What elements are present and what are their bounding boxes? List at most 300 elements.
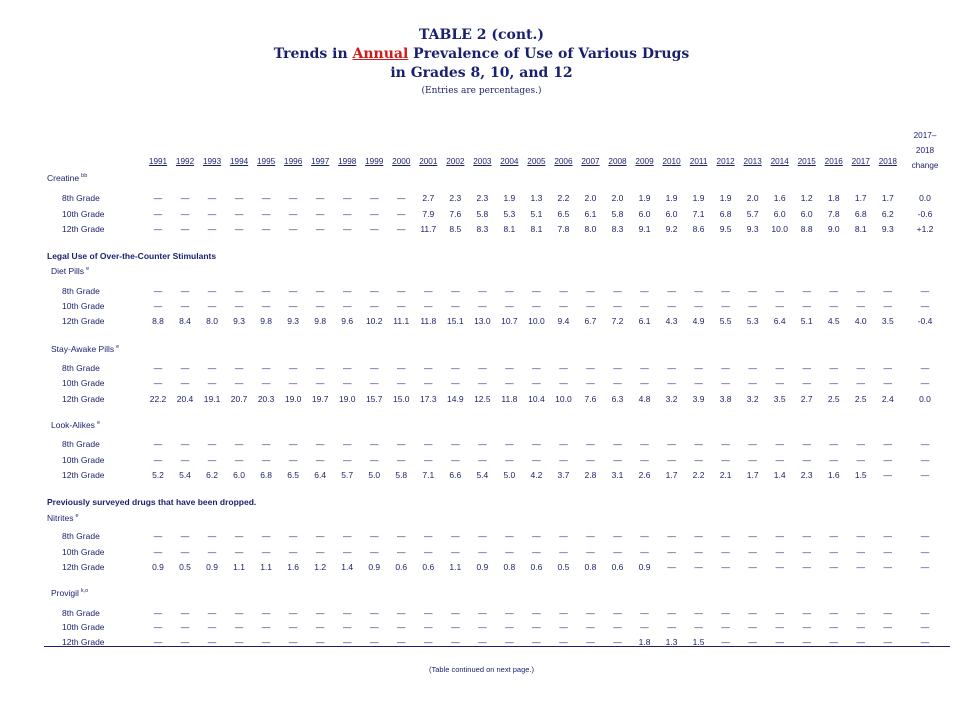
table-cell: — — [721, 301, 730, 311]
table-cell: 3.5 — [773, 394, 786, 404]
table-cell: 8.0 — [206, 316, 218, 326]
table-cell: — — [856, 301, 866, 311]
table-cell: — — [153, 608, 163, 618]
table-cell: 1.7 — [665, 470, 678, 480]
table-cell: 2.3 — [449, 193, 462, 203]
table-cell: — — [397, 547, 406, 557]
table-cell: — — [883, 547, 893, 557]
table-cell: — — [559, 439, 568, 449]
year-header: 2004 — [500, 157, 519, 166]
table-cell: — — [505, 608, 514, 618]
table-cell: — — [451, 608, 460, 618]
table-cell: 0.8 — [584, 562, 597, 572]
table-cell: 1.1 — [260, 562, 273, 572]
table-cell: — — [694, 531, 703, 541]
table-cell: — — [802, 637, 811, 647]
table-cell: — — [856, 637, 866, 647]
table-cell: 6.5 — [557, 209, 570, 219]
table-cell: — — [775, 531, 784, 541]
table-cell: — — [369, 439, 379, 449]
table-cell: — — [424, 608, 433, 618]
table-cell: — — [478, 608, 487, 618]
table-cell: — — [315, 301, 325, 311]
table-cell: — — [424, 363, 433, 373]
table-cell: 4.9 — [692, 316, 705, 326]
table-cell: — — [829, 378, 838, 388]
table-cell: — — [369, 286, 379, 296]
table-cell: 12.5 — [474, 394, 491, 404]
drug-name — [51, 266, 89, 276]
change-cell: 0.0 — [919, 394, 931, 404]
table-cell: — — [775, 455, 784, 465]
table-cell: — — [397, 363, 406, 373]
table-cell: 0.8 — [503, 562, 516, 572]
table-cell: 1.3 — [665, 637, 678, 647]
table-cell: 6.2 — [206, 470, 218, 480]
table-cell: 6.0 — [665, 209, 678, 219]
table-cell: — — [883, 378, 893, 388]
year-header: 2013 — [743, 157, 762, 166]
table-cell: — — [802, 562, 811, 572]
table-cell: 15.7 — [365, 394, 383, 404]
table-cell: 0.5 — [557, 562, 570, 572]
table-cell: 7.9 — [422, 209, 435, 219]
table-cell: 6.0 — [233, 470, 245, 480]
table-cell: — — [342, 547, 352, 557]
table-cell: 19.0 — [338, 394, 356, 404]
table-cell: 19.7 — [311, 394, 329, 404]
table-cell: 9.2 — [665, 224, 678, 234]
table-cell: — — [478, 378, 487, 388]
table-cell: — — [261, 301, 271, 311]
table-cell: — — [207, 224, 217, 234]
year-header: 2010 — [662, 157, 681, 166]
table-cell: — — [207, 608, 217, 618]
table-cell: 1.7 — [881, 193, 894, 203]
grade-label: 8th Grade — [62, 608, 100, 618]
table-cell: 9.3 — [233, 316, 245, 326]
table-cell: — — [640, 455, 649, 465]
table-cell: 3.7 — [557, 470, 570, 480]
table-cell: — — [802, 608, 811, 618]
grade-label: 12th Grade — [62, 562, 105, 572]
table-cell: — — [397, 301, 406, 311]
table-cell: — — [451, 622, 460, 632]
change-cell: — — [920, 378, 930, 388]
table-bottom-rule — [44, 646, 950, 647]
table-cell: — — [883, 562, 893, 572]
table-cell: — — [640, 301, 649, 311]
table-cell: — — [829, 622, 838, 632]
change-header: change — [911, 161, 939, 170]
table-cell: — — [397, 286, 406, 296]
table-cell: — — [315, 286, 325, 296]
change-cell: — — [920, 531, 930, 541]
table-cell: — — [288, 286, 298, 296]
change-cell: — — [920, 608, 930, 618]
table-cell: 1.2 — [314, 562, 327, 572]
table-cell: 11.7 — [420, 224, 437, 234]
table-cell: 9.8 — [314, 316, 327, 326]
table-cell: — — [261, 378, 271, 388]
table-cell: — — [342, 286, 352, 296]
section-heading: Legal Use of Over-the-Counter Stimulants — [47, 251, 217, 261]
table-cell: — — [586, 455, 595, 465]
table-cell: — — [748, 637, 757, 647]
table-cell: — — [640, 378, 649, 388]
table-cell: 10.7 — [501, 316, 518, 326]
change-cell: — — [920, 286, 930, 296]
table-cell: — — [748, 547, 757, 557]
table-cell: 2.2 — [557, 193, 570, 203]
table-cell: — — [397, 193, 406, 203]
grade-label: 10th Grade — [62, 209, 105, 219]
table-cell: 6.0 — [800, 209, 813, 219]
table-cell: 6.6 — [449, 470, 462, 480]
table-cell: — — [315, 193, 325, 203]
table-cell: — — [261, 455, 271, 465]
table-cell: 2.4 — [881, 394, 894, 404]
table-cell: — — [775, 378, 784, 388]
table-cell: 22.2 — [149, 394, 167, 404]
table-cell: — — [342, 622, 352, 632]
change-cell: — — [920, 439, 930, 449]
year-header: 1998 — [338, 157, 357, 166]
table-cell: — — [586, 363, 595, 373]
table-cell: — — [748, 301, 757, 311]
table-cell: — — [505, 301, 514, 311]
year-header: 1995 — [257, 157, 276, 166]
table-cell: — — [775, 547, 784, 557]
table-cell: — — [288, 637, 298, 647]
table-cell: — — [559, 608, 568, 618]
table-cell: 5.3 — [746, 316, 759, 326]
table-cell: — — [586, 637, 595, 647]
table-cell: — — [180, 378, 190, 388]
table-cell: 1.9 — [638, 193, 651, 203]
table-cell: 0.9 — [368, 562, 381, 572]
table-cell: 4.8 — [638, 394, 651, 404]
table-cell: 2.5 — [854, 394, 867, 404]
table-cell: 2.8 — [584, 470, 597, 480]
table-cell: — — [559, 622, 568, 632]
table-cell: — — [234, 286, 244, 296]
table-cell: — — [883, 637, 893, 647]
table-cell: — — [342, 193, 352, 203]
table-cell: 6.4 — [314, 470, 327, 480]
table-cell: — — [559, 378, 568, 388]
change-cell: — — [920, 363, 930, 373]
table-cell: 9.1 — [638, 224, 651, 234]
table-cell: — — [613, 608, 622, 618]
table-cell: — — [883, 470, 893, 480]
table-cell: 11.1 — [393, 316, 410, 326]
year-header: 2008 — [608, 157, 627, 166]
table-cell: — — [667, 608, 676, 618]
table-cell: — — [288, 531, 298, 541]
change-header: 2018 — [915, 146, 935, 155]
table-cell: 6.5 — [287, 470, 300, 480]
table-cell: 3.1 — [611, 470, 624, 480]
table-cell: 19.1 — [203, 394, 221, 404]
year-header: 2006 — [554, 157, 573, 166]
table-cell: — — [505, 363, 514, 373]
table-cell: 5.8 — [395, 470, 408, 480]
table-cell: 0.6 — [422, 562, 435, 572]
table-cell: — — [288, 301, 298, 311]
table-cell: — — [288, 622, 298, 632]
table-cell: 1.9 — [719, 193, 732, 203]
table-cell: — — [694, 286, 703, 296]
table-cell: — — [288, 363, 298, 373]
year-header: 1997 — [311, 157, 330, 166]
table-cell: — — [234, 301, 244, 311]
table-cell: — — [856, 439, 866, 449]
table-cell: — — [667, 455, 676, 465]
table-cell: — — [802, 547, 811, 557]
table-cell: — — [478, 301, 487, 311]
grade-label: 10th Grade — [62, 455, 105, 465]
table-cell: — — [775, 286, 784, 296]
table-cell: — — [694, 562, 703, 572]
table-cell: 1.5 — [692, 637, 705, 647]
drug-name-text: Creatine — [47, 173, 80, 183]
table-cell: — — [748, 455, 757, 465]
table-cell: — — [342, 363, 352, 373]
table-cell: — — [424, 301, 433, 311]
table-cell: 7.1 — [692, 209, 705, 219]
table-cell: — — [613, 455, 622, 465]
year-header: 1994 — [229, 157, 249, 166]
table-cell: — — [397, 439, 406, 449]
table-cell: — — [180, 622, 190, 632]
grade-label: 10th Grade — [62, 547, 105, 557]
table-cell: — — [883, 439, 893, 449]
table-cell: 1.4 — [341, 562, 354, 572]
table-cell: 5.4 — [476, 470, 489, 480]
table-cell: 6.2 — [881, 209, 894, 219]
table-cell: — — [559, 455, 568, 465]
year-header: 2018 — [878, 157, 897, 166]
table-cell: — — [802, 378, 811, 388]
table-cell: 10.0 — [771, 224, 788, 234]
table-cell: — — [207, 637, 217, 647]
year-header: 2009 — [635, 157, 654, 166]
year-header: 2000 — [392, 157, 411, 166]
table-cell: — — [288, 455, 298, 465]
table-cell: — — [180, 608, 190, 618]
table-cell: — — [613, 286, 622, 296]
table-cell: — — [505, 547, 514, 557]
table-cell: — — [721, 547, 730, 557]
year-header: 2005 — [527, 157, 546, 166]
table-cell: — — [829, 608, 838, 618]
table-cell: — — [667, 301, 676, 311]
table-cell: — — [261, 363, 271, 373]
table-cell: — — [153, 637, 163, 647]
grade-label: 10th Grade — [62, 378, 105, 388]
table-cell: 0.9 — [206, 562, 218, 572]
table-cell: 1.8 — [827, 193, 840, 203]
grade-label: 12th Grade — [62, 394, 105, 404]
table-cell: — — [802, 455, 811, 465]
table-cell: 15.1 — [447, 316, 464, 326]
change-cell: -0.4 — [917, 316, 933, 326]
table-cell: — — [234, 637, 244, 647]
table-cell: — — [478, 547, 487, 557]
table-cell: 5.8 — [611, 209, 624, 219]
grade-label: 12th Grade — [62, 470, 105, 480]
table-cell: — — [694, 301, 703, 311]
table-cell: — — [261, 439, 271, 449]
table-cell: — — [369, 455, 379, 465]
grade-label: 12th Grade — [62, 637, 105, 647]
table-cell: — — [153, 378, 163, 388]
table-title — [0, 46, 963, 62]
table-label: TABLE 2 (cont.) — [419, 27, 544, 43]
table-cell: — — [261, 637, 271, 647]
table-cell: — — [694, 455, 703, 465]
table-cell: — — [748, 608, 757, 618]
table-cell: — — [829, 301, 838, 311]
table-cell: — — [613, 301, 622, 311]
table-cell: — — [586, 531, 595, 541]
table-cell: 10.0 — [528, 316, 545, 326]
table-cell: — — [424, 378, 433, 388]
table-cell: — — [478, 439, 487, 449]
table-cell: — — [234, 224, 244, 234]
table-cell: — — [640, 531, 649, 541]
table-cell: — — [694, 608, 703, 618]
drug-name — [51, 420, 100, 430]
table-cell: — — [883, 455, 893, 465]
table-cell: — — [342, 439, 352, 449]
table-cell: — — [829, 439, 838, 449]
table-cell: — — [694, 622, 703, 632]
year-header: 1999 — [365, 157, 384, 166]
table-cell: — — [451, 363, 460, 373]
table-cell: — — [505, 455, 514, 465]
table-cell: 1.6 — [773, 193, 786, 203]
table-cell: 0.6 — [395, 562, 408, 572]
table-cell: 6.1 — [638, 316, 651, 326]
table-cell: 19.0 — [284, 394, 302, 404]
table-cell: — — [207, 209, 217, 219]
table-cell: 8.8 — [152, 316, 164, 326]
table-cell: — — [207, 193, 217, 203]
table-cell: 20.3 — [257, 394, 275, 404]
section-heading: Previously surveyed drugs that have been dropped. — [47, 497, 257, 507]
table-cell: 1.5 — [854, 470, 867, 480]
table-cell: — — [207, 547, 217, 557]
table-cell: — — [559, 363, 568, 373]
table-cell: 2.1 — [719, 470, 732, 480]
table-cell: — — [802, 301, 811, 311]
table-cell: — — [478, 531, 487, 541]
table-cell: — — [613, 439, 622, 449]
table-cell: — — [721, 622, 730, 632]
table-cell: 1.9 — [692, 193, 705, 203]
table-cell: 1.2 — [800, 193, 813, 203]
table-cell: — — [451, 286, 460, 296]
year-header: 2017 — [851, 157, 870, 166]
table-cell: — — [694, 378, 703, 388]
table-cell: — — [315, 378, 325, 388]
table-cell: 11.8 — [501, 394, 518, 404]
table-cell: 9.0 — [827, 224, 840, 234]
table-cell: — — [397, 209, 406, 219]
table-cell: — — [505, 286, 514, 296]
table-cell: — — [640, 363, 649, 373]
table-cell: — — [153, 547, 163, 557]
table-cell: — — [315, 209, 325, 219]
table-cell: — — [775, 439, 784, 449]
table-cell: 6.1 — [584, 209, 597, 219]
table-cell: — — [667, 378, 676, 388]
table-cell: — — [180, 286, 190, 296]
footnote-marker: k,o — [80, 588, 89, 594]
table-cell: — — [261, 622, 271, 632]
table-cell: — — [775, 301, 784, 311]
table-cell: — — [397, 224, 406, 234]
table-cell: — — [451, 531, 460, 541]
footnote-marker: e — [96, 420, 100, 426]
drug-name — [47, 173, 87, 183]
table-cell: — — [802, 531, 811, 541]
table-cell: 6.8 — [260, 470, 273, 480]
table-cell: — — [532, 439, 541, 449]
change-cell: — — [920, 455, 930, 465]
table-cell: 7.6 — [584, 394, 597, 404]
table-cell: — — [234, 193, 244, 203]
table-cell: 0.9 — [152, 562, 164, 572]
year-header: 2001 — [419, 157, 438, 166]
table-cell: — — [261, 608, 271, 618]
grade-label: 8th Grade — [62, 286, 100, 296]
table-cell: 1.9 — [665, 193, 678, 203]
table-cell: — — [748, 562, 757, 572]
table-cell: — — [883, 286, 893, 296]
table-cell: 5.7 — [746, 209, 759, 219]
year-header: 2016 — [824, 157, 843, 166]
footnote-marker: e — [86, 266, 90, 272]
table-cell: — — [451, 301, 460, 311]
table-cell: — — [369, 378, 379, 388]
table-cell: — — [153, 622, 163, 632]
table-cell: — — [667, 531, 676, 541]
table-cell: 4.3 — [665, 316, 678, 326]
grade-label: 10th Grade — [62, 622, 105, 632]
table-cell: — — [640, 439, 649, 449]
table-cell: — — [397, 622, 406, 632]
table-cell: — — [586, 547, 595, 557]
table-cell: — — [883, 531, 893, 541]
table-cell: 4.0 — [854, 316, 867, 326]
year-header: 1996 — [284, 157, 303, 166]
table-cell: — — [342, 209, 352, 219]
table-cell: — — [856, 286, 866, 296]
table-cell: — — [613, 547, 622, 557]
table-cell: 8.8 — [800, 224, 813, 234]
table-cell: — — [261, 193, 271, 203]
table-cell: — — [369, 531, 379, 541]
grade-label: 8th Grade — [62, 193, 100, 203]
table-cell: 5.8 — [476, 209, 489, 219]
table-cell: — — [856, 363, 866, 373]
table-cell: — — [424, 439, 433, 449]
table-cell: — — [315, 363, 325, 373]
table-cell: 8.4 — [179, 316, 191, 326]
